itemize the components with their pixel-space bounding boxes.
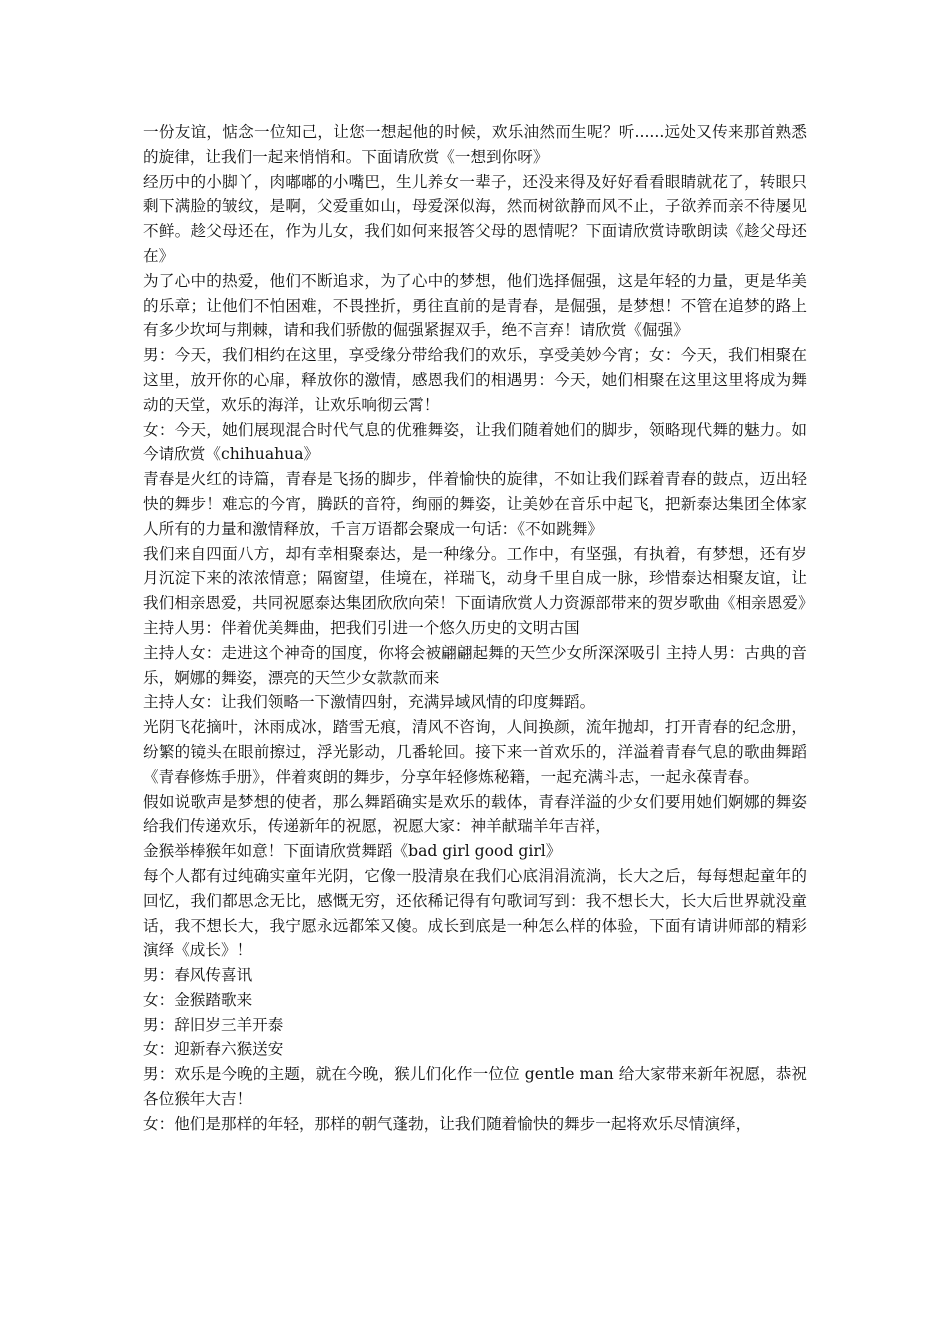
paragraph-wudao: 假如说歌声是梦想的使者，那么舞蹈确实是欢乐的载体，青春洋溢的少女们要用她们婀娜的舞姿给我们传递欢乐，传递新年的祝愿，祝愿大家：神羊献瑞羊年吉祥， — [143, 792, 807, 836]
paragraph-female-line-1: 女：金猴踏歌来 — [143, 990, 253, 1009]
paragraph-fumu: 经历中的小脚丫，肉嘟嘟的小嘴巴，生儿养女一辈子，还没来得及好好看看眼睛就花了，转眼只剩下满脸的皱纹，是啊，父爱重如山，母爱深似海，然而树欲静而风不止，子欲养而亲不待屡见不鲜。趁父母还在，作为儿女，我们如何来报答父母的恩情呢？下面请欣赏诗歌朗读《趁父母还在》 — [143, 172, 807, 265]
paragraph-male-line-2: 男：辞旧岁三羊开泰 — [143, 1015, 284, 1034]
paragraph-xiangqin: 我们来自四面八方，却有幸相聚泰达，是一种缘分。工作中，有坚强，有执着，有梦想，还有岁月沉淀下来的浓浓情意；隔窗望，佳境在，祥瑞飞，动身千里自成一脉，珍惜泰达相聚友谊，让我们相亲恩爱，共同祝愿泰达集团欣欣向荣！下面请欣赏人力资源部带来的贺岁歌曲《相亲恩爱》 — [143, 544, 814, 613]
paragraph-host-female-1: 主持人女：走进这个神奇的国度，你将会被翩翩起舞的天竺少女所深深吸引 主持人男：古典的音乐，婀娜的舞姿，漂亮的天竺少女款款而来 — [143, 643, 807, 687]
paragraph-host-male-1: 主持人男：伴着优美舞曲，把我们引进一个悠久历史的文明古国 — [143, 618, 580, 637]
paragraph-male-line-1: 男：春风传喜讯 — [143, 966, 253, 985]
paragraph-female-line-3: 女：他们是那样的年轻，那样的朝气蓬勃，让我们随着愉快的舞步一起将欢乐尽情演绎， — [143, 1114, 752, 1133]
paragraph-tiaowu: 青春是火红的诗篇，青春是飞扬的脚步，伴着愉快的旋律，不如让我们踩着青春的鼓点，迈出轻快的舞步！难忘的今宵，腾跃的音符，绚丽的舞姿，让美妙在音乐中起飞，把新泰达集团全体家人所有的力量和激情释放，千言万语都会聚成一句话：《不如跳舞》 — [143, 470, 807, 538]
paragraph-qingchun: 光阴飞花摘叶，沐雨成冰，踏雪无痕，清风不咨询，人间换颜，流年抛却，打开青春的纪念册，纷繁的镜头在眼前擦过，浮光影动，几番轮回。接下来一首欢乐的，洋溢着青春气息的歌曲舞蹈《青春修炼手册》，伴着爽朗的舞步，分享年轻修炼秘籍，一起充满斗志，一起永葆青春。 — [143, 718, 807, 786]
document-page — [143, 120, 814, 1137]
paragraph-host-female-2: 主持人女：让我们领略一下激情四射，充满异域风情的印度舞蹈。 — [143, 693, 596, 712]
paragraph-xiangyue: 男：今天，我们相约在这里，享受缘分带给我们的欢乐，享受美妙今宵；女：今天，我们相聚在这里，放开你的心扉，释放你的激情，感恩我们的相遇男：今天，她们相聚在这里这里将成为舞动的天堂，欢乐的海洋，让欢乐响彻云霄！ — [143, 346, 807, 414]
paragraph-chengzhang: 每个人都有过纯确实童年光阴，它像一股清泉在我们心底涓涓流淌，长大之后，每每想起童年的回忆，我们都思念无比，感慨无穷，还依稀记得有句歌词写到：我不想长大，长大后世界就没童话，我不想长大，我宁愿永远都笨又傻。成长到底是一种怎么样的体验，下面有请讲师部的精彩演绎《成长》！ — [143, 866, 807, 960]
paragraph-juejiang: 为了心中的热爱，他们不断追求，为了心中的梦想，他们选择倔强，这是年轻的力量，更是华美的乐章；让他们不怕困难，不畏挫折，勇往直前的是青春，是倔强，是梦想！不管在追梦的路上有多少坎坷与荆棘，请和我们骄傲的倔强紧握双手，绝不言弃！请欣赏《倔强》 — [143, 271, 807, 340]
paragraph-chihuahua: 女：今天，她们展现混合时代气息的优雅舞姿，让我们随着她们的脚步，领略现代舞的魅力。如今请欣赏《chihuahua》 — [143, 420, 807, 464]
paragraph-male-line-3: 男：欢乐是今晚的主题，就在今晚，猴儿们化作一位位 gentle man 给大家带来新年祝愿，恭祝各位猴年大吉！ — [143, 1065, 807, 1109]
paragraph-youyi: 一份友谊，惦念一位知己，让您一想起他的时候，欢乐油然而生呢？听......远处又传来那首熟悉的旋律，让我们一起来悄悄和。下面请欣赏《一想到你呀》 — [143, 123, 807, 166]
paragraph-female-line-2: 女：迎新春六猴送安 — [143, 1040, 284, 1059]
paragraph-badgirl: 金猴举棒猴年如意！下面请欣赏舞蹈《bad girl good girl》 — [143, 842, 562, 861]
